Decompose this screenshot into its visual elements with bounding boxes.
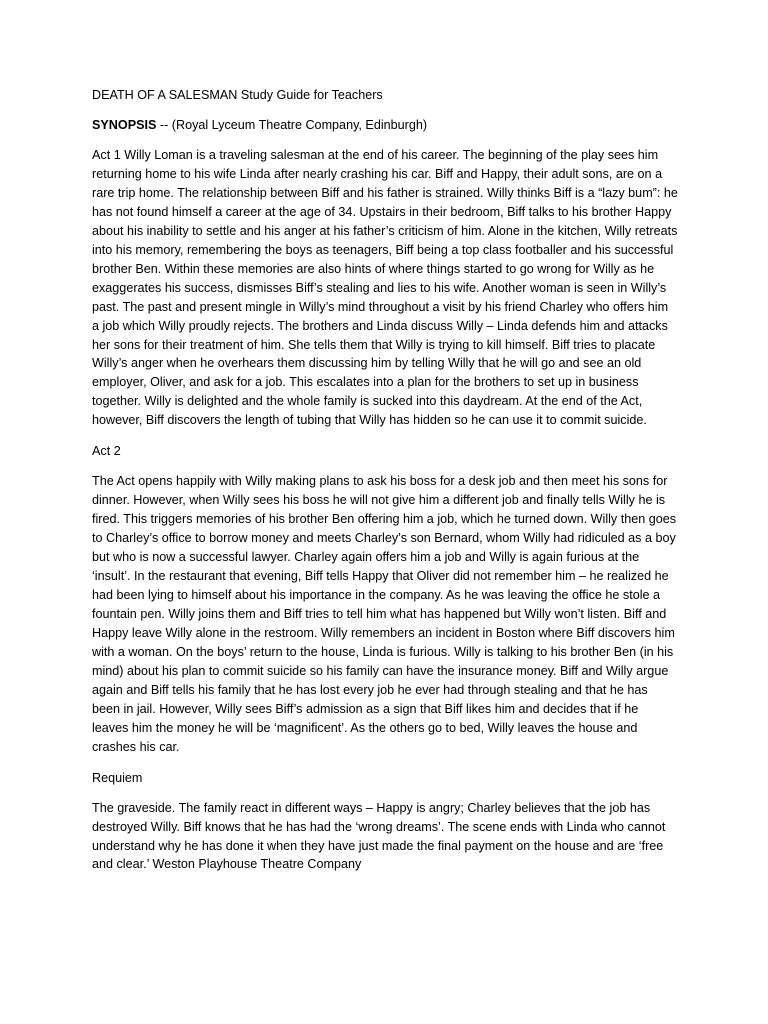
requiem-heading: Requiem (92, 770, 143, 785)
synopsis-label: SYNOPSIS (92, 118, 157, 132)
document-title: DEATH OF A SALESMAN Study Guide for Teachers (92, 88, 383, 102)
document-page (92, 86, 678, 886)
act2-heading: Act 2 (92, 444, 121, 459)
act2-paragraph: The Act opens happily with Willy making plans to ask his boss for a desk job and then meet his sons for dinner. However, when Willy sees his boss he will not give him a different job and finally tells Willy he is fired. This triggers memories of his brother Ben offering him a job, which he turned down. Willy then goes to Charley’s office to borrow money and meets Charley’s son Bernard, whom Willy had ridiculed as a boy but who is now a successful lawyer. Charley again offers him a job and Willy is again furious at the ‘insult’. In the restaurant that evening, Biff tells Happy that Oliver did not remember him – he realized he had been lying to himself about his importance in the company. As he was leaving the office he stole a fountain pen. Willy joins them and Biff tries to tell him what has happened but Willy won’t listen. Biff and Happy leave Willy alone in the restroom. Willy remembers an incident in Boston where Biff discovers him with a woman. On the boys’ return to the house, Linda is furious. Willy is talking to his brother Ben (in his mind) about his plan to commit suicide so his family can have the insurance money. Biff and Willy argue again and Biff tells his family that he has lost every job he ever had through stealing and that he has been in jail. However, Willy sees Biff’s admission as a sign that Biff likes him and decides that if he leaves him the money he will be ‘magnificent’. As the others go to bed, Willy leaves the house and crashes his car. (92, 474, 677, 754)
synopsis-source: -- (Royal Lyceum Theatre Company, Edinburgh) (156, 118, 428, 132)
synopsis-line (92, 116, 678, 134)
requiem-paragraph: The graveside. The family react in different ways – Happy is angry; Charley believes that the job has destroyed Willy. Biff knows that he has had the ‘wrong dreams’. The scene ends with Linda who cannot understand why he has done it when they have just made the final payment on the house and are ‘free and clear.’ Weston Playhouse Theatre Company (92, 800, 666, 872)
act1-paragraph: Act 1 Willy Loman is a traveling salesman at the end of his career. The beginning of the play sees him returning home to his wife Linda after nearly crashing his car. Biff and Happy, their adult sons, are on a rare trip home. The relationship between Biff and his father is strained. Willy thinks Biff is a “lazy bum”: he has not found himself a career at the age of 34. Upstairs in their bedroom, Biff talks to his brother Happy about his inability to settle and his anger at his father’s criticism of him. Alone in the kitchen, Willy retreats into his memory, remembering the boys as teenagers, Biff being a top class footballer and his successful brother Ben. Within these memories are also hints of where things started to go wrong for Willy as he exaggerates his success, dismisses Biff’s stealing and lies to his wife. Another woman is seen in Willy’s past. The past and present mingle in Willy’s mind throughout a visit by his friend Charley who offers him a job which Willy proudly rejects. The brothers and Linda discuss Willy – Linda defends him and attacks her sons for their treatment of him. She tells them that Willy is trying to kill himself. Biff tries to placate Willy’s anger when he overhears them discussing him by telling Willy that he will go and see an old employer, Oliver, and ask for a job. This escalates into a plan for the brothers to set up in business together. Willy is delighted and the whole family is sucked into this daydream. At the end of the Act, however, Biff discovers the length of tubing that Willy has hidden so he can use it to commit suicide. (92, 148, 678, 428)
